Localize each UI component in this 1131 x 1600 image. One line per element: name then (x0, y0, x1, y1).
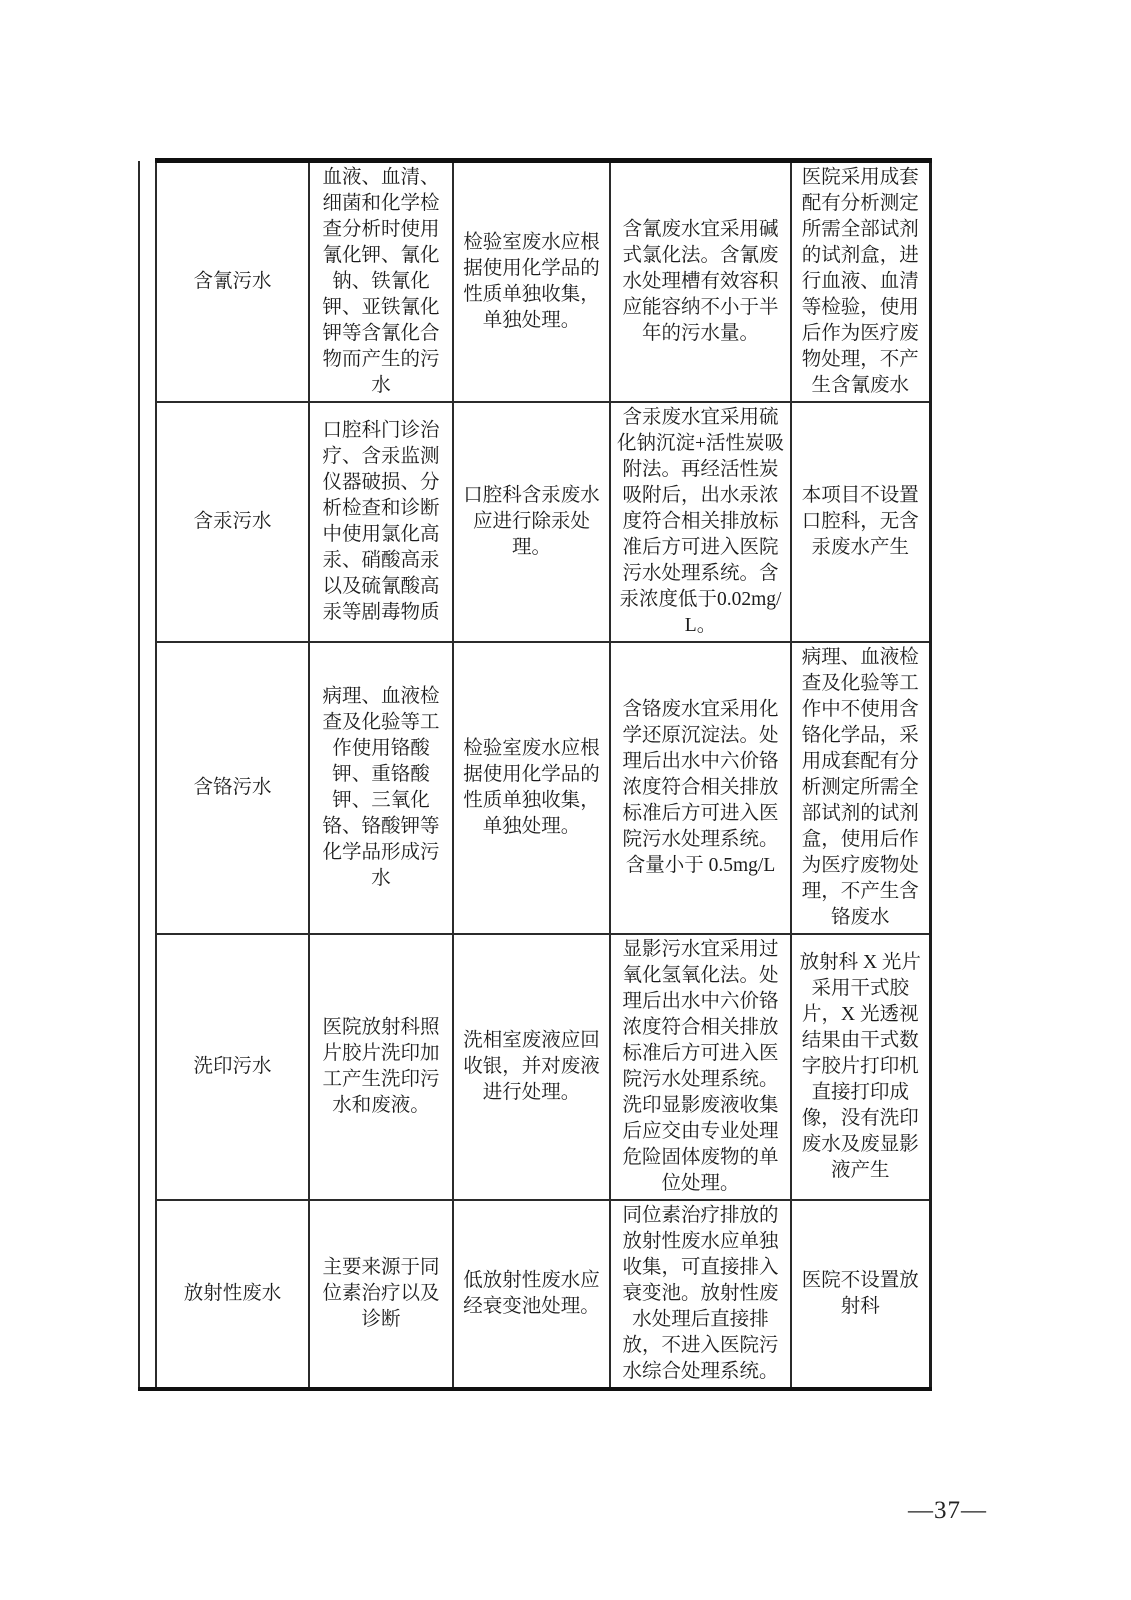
page-number: —37— (908, 1497, 987, 1524)
cell-collection-requirement: 口腔科含汞废水应进行除汞处理。 (453, 402, 610, 642)
cell-source-description: 血液、血清、细菌和化学检查分析时使用氰化钾、氰化钠、铁氰化钾、亚铁氰化钾等含氰化合物而产生的污水 (309, 161, 453, 403)
cell-collection-requirement: 检验室废水应根据使用化学品的性质单独收集，单独处理。 (453, 642, 610, 934)
cell-project-situation: 病理、血液检查及化验等工作中不使用含铬化学品，采用成套配有分析测定所需全部试剂的试剂盒，使用后作为医疗废物处理，不产生含铬废水 (791, 642, 930, 934)
cell-treatment-method: 显影污水宜采用过氧化氢氧化法。处理后出水中六价铬浓度符合相关排放标准后方可进入医院污水处理系统。洗印显影废液收集后应交由专业处理危险固体废物的单位处理。 (610, 934, 791, 1200)
cell-source-description: 医院放射科照片胶片洗印加工产生洗印污水和废液。 (309, 934, 453, 1200)
cell-collection-requirement: 检验室废水应根据使用化学品的性质单独收集，单独处理。 (453, 161, 610, 403)
table-anchor (138, 158, 932, 1391)
cell-source-description: 口腔科门诊治疗、含汞监测仪器破损、分析检查和诊断中使用氯化高汞、硝酸高汞以及硫氰酸高汞等剧毒物质 (309, 402, 453, 642)
cell-type-name: 含汞污水 (156, 402, 309, 642)
continuation-stub-cell (139, 161, 156, 1390)
cell-source-description: 主要来源于同位素治疗以及诊断 (309, 1200, 453, 1389)
cell-type-name: 洗印污水 (156, 934, 309, 1200)
table-row (139, 1200, 930, 1389)
cell-type-name: 放射性废水 (156, 1200, 309, 1389)
cell-treatment-method: 含氰废水宜采用碱式氯化法。含氰废水处理槽有效容积应能容纳不小于半年的污水量。 (610, 161, 791, 403)
cell-collection-requirement: 洗相室废液应回收银，并对废液进行处理。 (453, 934, 610, 1200)
cell-treatment-method: 含汞废水宜采用硫化钠沉淀+活性炭吸附法。再经活性炭吸附后，出水汞浓度符合相关排放标准后方可进入医院污水处理系统。含汞浓度低于0.02mg/L。 (610, 402, 791, 642)
table-row (139, 402, 930, 642)
cell-project-situation: 本项目不设置口腔科，无含汞废水产生 (791, 402, 930, 642)
cell-type-name: 含氰污水 (156, 161, 309, 403)
cell-treatment-method: 同位素治疗排放的放射性废水应单独收集，可直接排入衰变池。放射性废水处理后直接排放，不进入医院污水综合处理系统。 (610, 1200, 791, 1389)
cell-project-situation: 医院不设置放射科 (791, 1200, 930, 1389)
table-row (139, 642, 930, 934)
cell-project-situation: 医院采用成套配有分析测定所需全部试剂的试剂盒，进行血液、血清等检验，使用后作为医疗废物处理，不产生含氰废水 (791, 161, 930, 403)
cell-type-name: 含铬污水 (156, 642, 309, 934)
cell-collection-requirement: 低放射性废水应经衰变池处理。 (453, 1200, 610, 1389)
cell-source-description: 病理、血液检查及化验等工作使用铬酸钾、重铬酸钾、三氧化铬、铬酸钾等化学品形成污水 (309, 642, 453, 934)
table-row (139, 161, 930, 403)
cell-project-situation: 放射科 X 光片采用干式胶片，X 光透视结果由干式数字胶片打印机直接打印成像，没有洗印废水及废显影液产生 (791, 934, 930, 1200)
hospital-wastewater-table (138, 158, 932, 1391)
table-row (139, 934, 930, 1200)
cell-treatment-method: 含铬废水宜采用化学还原沉淀法。处理后出水中六价铬浓度符合相关排放标准后方可进入医院污水处理系统。含量小于 0.5mg/L (610, 642, 791, 934)
